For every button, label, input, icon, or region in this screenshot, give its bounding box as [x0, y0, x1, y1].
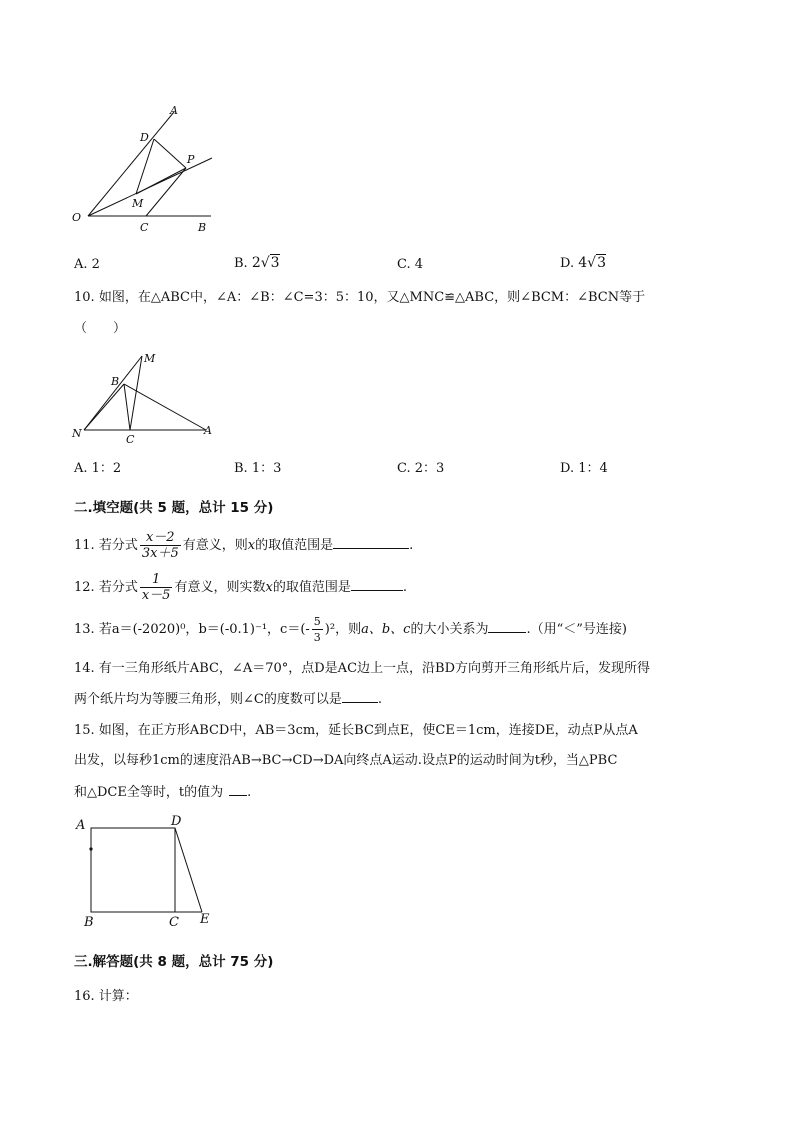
label-A: A [204, 424, 212, 437]
question-14-line-1: 14. 有一三角形纸片ABC，∠A＝70°，点D是AC边上一点，沿BD方向剪开三角形纸片后，发现所得 [74, 661, 650, 676]
q10-option-a: A. 1：2 [74, 461, 122, 476]
q9-option-d: D. 4√3 [560, 255, 606, 271]
q10-option-c: C. 2：3 [397, 461, 445, 476]
label-C: C [140, 221, 149, 234]
section-3-heading: 三.解答题(共 8 题，总计 75 分) [74, 954, 274, 970]
q10-option-b: B. 1：3 [234, 461, 282, 476]
question-10-paren: （ ） [74, 321, 127, 336]
question-16: 16. 计算： [74, 989, 138, 1004]
label-O: O [72, 211, 82, 224]
label-A: A [76, 818, 86, 833]
fraction: $\frac{1}{x-5}$ [141, 572, 171, 603]
label-B: B [198, 221, 207, 234]
question-15-line-2: 出发，以每秒1cm的速度沿AB→BC→CD→DA向终点A运动.设点P的运动时间为t秒，当△PBC [74, 753, 618, 768]
label-E: E [200, 912, 210, 927]
q9-option-a: A. 2 [74, 257, 100, 272]
figure-q9 [66, 100, 226, 235]
label-A: A [170, 104, 178, 117]
question-15-line-3: 和△DCE全等时，t的值为 . [74, 785, 252, 800]
answer-blank[interactable] [333, 536, 409, 549]
label-B: B [84, 915, 94, 930]
label-D: D [171, 814, 182, 829]
q9-option-b: B. 2√3 [234, 255, 280, 271]
question-11: 11. 若分式 $\frac{x-2}{3x+5}$ 有意义，则x的取值范围是 . [74, 530, 414, 561]
question-15-line-1: 15. 如图，在正方形ABCD中，AB＝3cm，延长BC到点E，使CE＝1cm，连接DE，动点P从点A [74, 723, 638, 738]
label-P: P [187, 153, 195, 166]
answer-blank[interactable] [342, 690, 378, 703]
answer-blank[interactable] [351, 578, 403, 591]
answer-blank[interactable] [229, 783, 247, 796]
figure-q15 [70, 810, 220, 932]
fraction: $\frac{5}{3}$ [313, 615, 321, 644]
q10-option-d: D. 1：4 [560, 461, 608, 476]
label-C: C [126, 433, 135, 446]
label-B: B [111, 375, 120, 388]
q9-option-c: C. 4 [397, 257, 424, 272]
question-10: 10. 如图，在△ABC中，∠A：∠B：∠C=3：5：10，又△MNC≌△ABC，则∠BCM：∠BCN等于 [74, 290, 646, 305]
fraction: $\frac{x-2}{3x+5}$ [141, 530, 179, 561]
section-2-heading: 二.填空题(共 5 题，总计 15 分) [74, 500, 274, 516]
answer-blank[interactable] [488, 620, 526, 633]
label-M: M [132, 197, 144, 210]
question-13: 13. 若a＝(-2020)⁰，b＝(-0.1)⁻¹，c＝(- $\frac{5}{3}$ )²，则a、b、c的大小关系为 .（用“＜”号连接) [74, 615, 627, 644]
label-D: D [140, 131, 149, 144]
label-M: M [144, 352, 156, 365]
figure-q10 [66, 348, 226, 446]
question-12: 12. 若分式 $\frac{1}{x-5}$ 有意义，则实数x的取值范围是 . [74, 572, 407, 603]
label-N: N [72, 427, 82, 440]
question-14-line-2: 两个纸片均为等腰三角形，则∠C的度数可以是 . [74, 692, 382, 707]
label-C: C [169, 915, 179, 930]
